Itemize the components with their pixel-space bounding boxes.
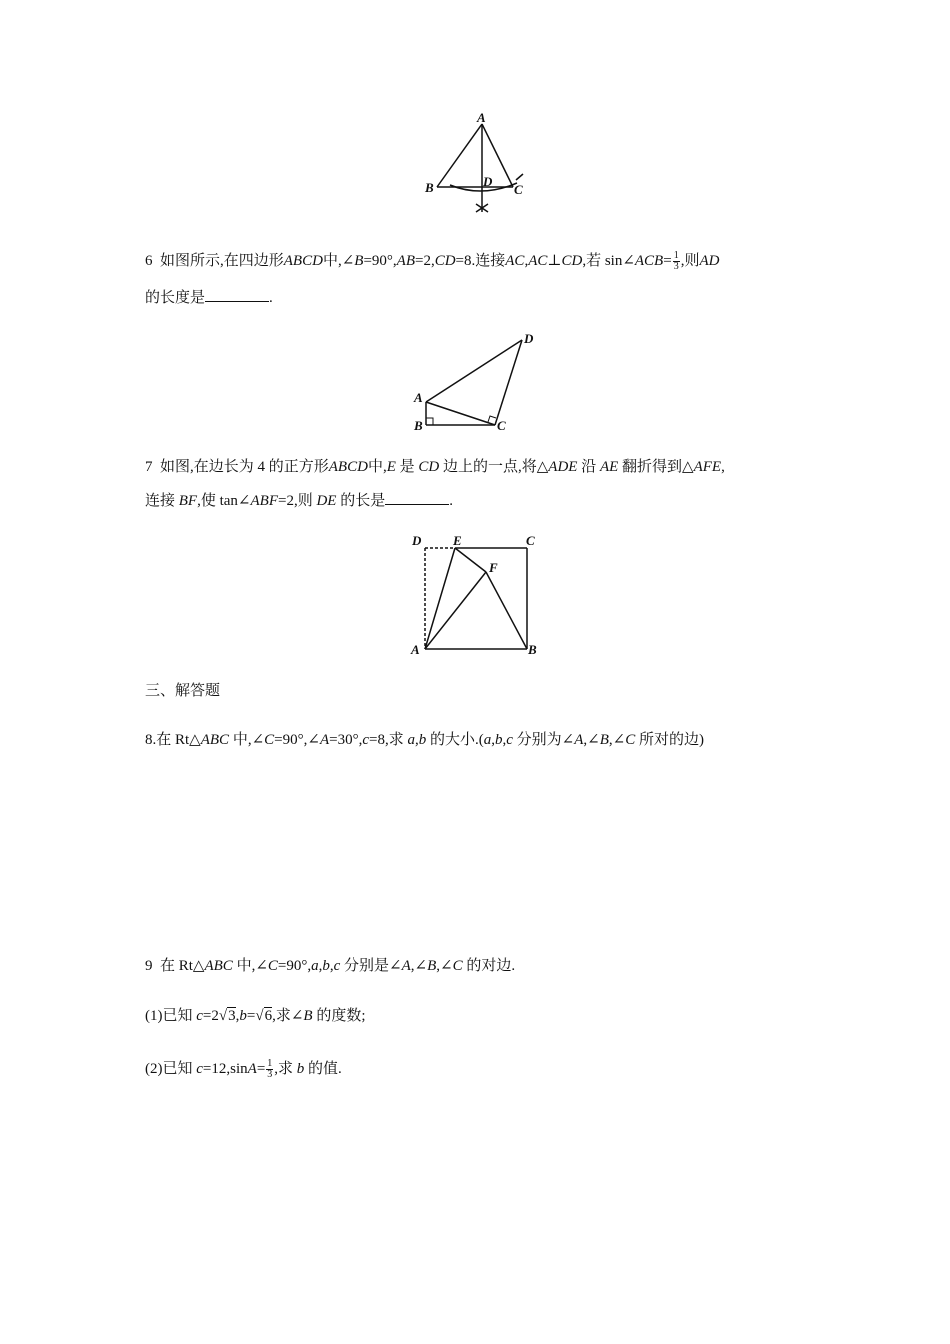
line-ab <box>437 124 482 187</box>
question-7-line-2: 连接 BF,使 tan∠ABF=2,则 DE 的长是 . <box>145 490 453 512</box>
fraction: $\frac{1}{3}$ <box>673 250 679 273</box>
label-b: B <box>414 418 423 433</box>
question-9: 9 在 Rt△ABC 中,∠C=90°,a,b,c 分别是∠A,∠B,∠C 的对边. <box>145 958 516 974</box>
label-e: E <box>453 533 462 548</box>
answer-blank[interactable] <box>385 490 449 505</box>
line-ac <box>426 402 495 425</box>
fraction: $\frac{1}{3}$ <box>267 1058 273 1081</box>
label-a: A <box>477 110 486 125</box>
section-heading: 三、解答题 <box>145 683 221 699</box>
sqrt-icon: √ <box>255 1008 264 1024</box>
arc-tick-c <box>516 174 523 180</box>
line-fb <box>486 572 527 649</box>
label-c: C <box>526 533 535 548</box>
line-ae <box>425 548 455 649</box>
label-a: A <box>411 642 420 657</box>
question-number: 8. <box>145 732 157 748</box>
question-7-line-1: 7 如图,在边长为 4 的正方形ABCD中,E 是 CD 边上的一点,将△ADE 沿 AE 翻折得到△AFE, <box>145 459 725 475</box>
label-b: B <box>425 180 434 195</box>
label-d: D <box>483 174 493 189</box>
label-f: F <box>489 560 498 575</box>
sqrt-icon: √ <box>218 1008 228 1024</box>
figure-q5 <box>420 108 540 220</box>
question-9-part-2: (2)已知 c=12,sinA= $\frac{1}{3}$ ,求 b 的值. <box>145 1058 342 1081</box>
answer-blank[interactable] <box>205 287 269 302</box>
question-8: 8.在 Rt△ABC 中,∠C=90°,∠A=30°,c=8,求 a,b 的大小.(a,b,c 分别为∠A,∠B,∠C 所对的边) <box>145 732 704 748</box>
question-number: 7 <box>145 459 153 475</box>
label-b: B <box>528 642 537 657</box>
question-6-line-1: 6 如图所示,在四边形ABCD中,∠B=90°,AB=2,CD=8.连接AC,AC⊥CD,若 sin∠ACB= $\frac{1}{3}$ ,则AD <box>145 250 720 273</box>
right-angle-b <box>426 418 433 425</box>
label-d: D <box>524 331 534 346</box>
question-number: 6 <box>145 253 153 269</box>
line-af <box>425 572 486 649</box>
label-d: D <box>412 533 422 548</box>
label-c: C <box>497 418 506 433</box>
question-number: 9 <box>145 958 153 974</box>
question-9-part-1: (1)已知 c=2√3,b=√6,求∠B 的度数; <box>145 1008 366 1024</box>
line-ad <box>426 340 522 402</box>
right-angle-c <box>488 416 496 422</box>
label-c: C <box>514 182 523 197</box>
line-dc <box>495 340 522 425</box>
figure-q7 <box>405 532 545 660</box>
line-ef <box>455 548 486 572</box>
label-a: A <box>414 390 423 405</box>
question-6-line-2: 的长度是 . <box>145 287 273 309</box>
figure-q6 <box>410 328 545 436</box>
